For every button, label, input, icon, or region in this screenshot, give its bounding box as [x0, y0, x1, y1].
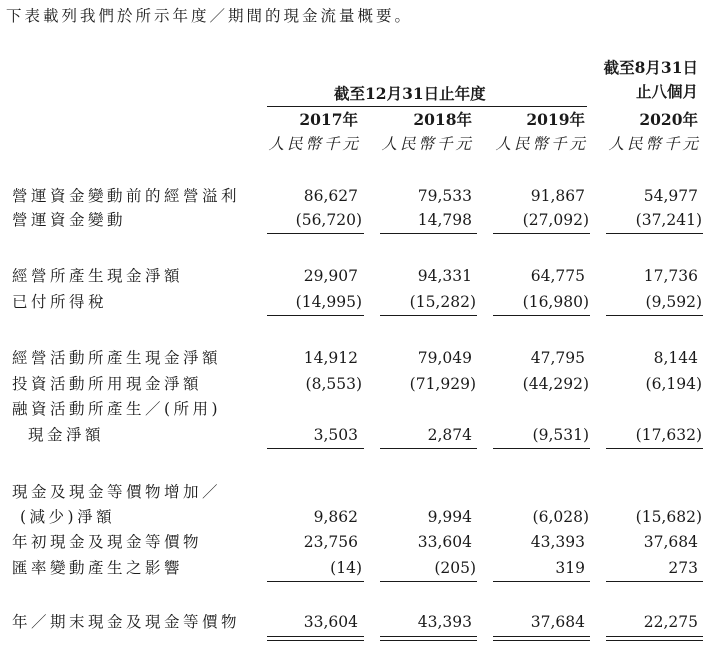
subtotal-rule [493, 315, 590, 316]
total-double-rule [267, 636, 364, 641]
row-label: 投資活動所用現金淨額 [12, 375, 203, 393]
cell-value: (17,632) [635, 426, 702, 444]
row-label: 經營所產生現金淨額 [12, 267, 184, 285]
subtotal-rule [267, 315, 364, 316]
cell-value: (14,995) [295, 293, 362, 311]
column-year-2020: 2020年 [639, 110, 698, 129]
subtotal-rule [380, 233, 477, 234]
cell-value: 79,533 [417, 187, 472, 205]
year-group-label: 截至12月31日止年度 [334, 84, 486, 103]
row-label: 現金淨額 [28, 426, 105, 444]
year-group-underline [267, 106, 587, 107]
cell-value: 319 [555, 559, 585, 577]
cell-value: 33,604 [417, 533, 472, 551]
intro-text: 下表載列我們於所示年度／期間的現金流量概要。 [6, 7, 414, 25]
total-value: 43,393 [417, 613, 472, 631]
total-double-rule [493, 636, 590, 641]
subtotal-rule [606, 233, 703, 234]
cell-value: 79,049 [417, 349, 472, 367]
row-label: 年初現金及現金等價物 [12, 533, 203, 551]
row-label: 已付所得稅 [12, 293, 108, 311]
cell-value: 9,994 [427, 508, 472, 526]
cell-value: 17,736 [643, 267, 698, 285]
cell-value: (27,092) [522, 211, 589, 229]
subtotal-rule [380, 448, 477, 449]
cell-value: (9,592) [645, 293, 702, 311]
column-unit-2020: 人民幣千元 [608, 135, 701, 153]
row-label: 經營活動所產生現金淨額 [12, 349, 222, 367]
subtotal-rule [493, 581, 590, 582]
row-label: 融資活動所產生／(所用) [12, 400, 222, 418]
column-year-2018: 2018年 [413, 110, 472, 129]
total-double-rule [606, 636, 703, 641]
cell-value: 273 [668, 559, 698, 577]
cell-value: 8,144 [653, 349, 698, 367]
total-double-rule [380, 636, 477, 641]
cell-value: (6,028) [532, 508, 589, 526]
cell-value: (56,720) [295, 211, 362, 229]
subtotal-rule [606, 581, 703, 582]
cell-value: 29,907 [303, 267, 358, 285]
cell-value: (15,682) [635, 508, 702, 526]
cell-value: 64,775 [530, 267, 585, 285]
row-label: 年／期末現金及現金等價物 [12, 613, 241, 631]
total-value: 33,604 [303, 613, 358, 631]
cell-value: (9,531) [532, 426, 589, 444]
cell-value: 94,331 [417, 267, 472, 285]
cell-value: 23,756 [303, 533, 358, 551]
subtotal-rule [380, 315, 477, 316]
total-value: 22,275 [643, 613, 698, 631]
cell-value: 86,627 [303, 187, 358, 205]
row-label: 營運資金變動 [12, 211, 127, 229]
column-unit-2019: 人民幣千元 [495, 135, 588, 153]
cell-value: 37,684 [643, 533, 698, 551]
cell-value: 3,503 [313, 426, 358, 444]
cell-value: 91,867 [530, 187, 585, 205]
cell-value: 2,874 [427, 426, 472, 444]
cell-value: (37,241) [635, 211, 702, 229]
cell-value: 47,795 [530, 349, 585, 367]
column-year-2017: 2017年 [299, 110, 358, 129]
subtotal-rule [267, 233, 364, 234]
cell-value: (44,292) [522, 375, 589, 393]
cell-value: (8,553) [305, 375, 362, 393]
subtotal-rule [267, 448, 364, 449]
subtotal-rule [380, 581, 477, 582]
cell-value: 54,977 [643, 187, 698, 205]
subtotal-rule [606, 315, 703, 316]
period-group-header-line2: 止八個月 [635, 82, 698, 101]
row-label: 營運資金變動前的經營溢利 [12, 187, 241, 205]
row-label: 匯率變動產生之影響 [12, 559, 184, 577]
cell-value: 9,862 [313, 508, 358, 526]
subtotal-rule [267, 581, 364, 582]
row-label: (減少)淨額 [20, 508, 116, 526]
cell-value: 14,912 [303, 349, 358, 367]
cell-value: (15,282) [409, 293, 476, 311]
cell-value: (205) [434, 559, 476, 577]
cell-value: 14,798 [417, 211, 472, 229]
cell-value: (14) [330, 559, 362, 577]
cell-value: (71,929) [409, 375, 476, 393]
cell-value: (16,980) [522, 293, 589, 311]
cell-value: (6,194) [645, 375, 702, 393]
column-year-2019: 2019年 [526, 110, 585, 129]
total-value: 37,684 [530, 613, 585, 631]
column-unit-2017: 人民幣千元 [268, 135, 361, 153]
period-group-header-line1: 截至8月31日 [603, 58, 698, 77]
subtotal-rule [606, 448, 703, 449]
subtotal-rule [493, 233, 590, 234]
subtotal-rule [493, 448, 590, 449]
column-unit-2018: 人民幣千元 [381, 135, 474, 153]
cell-value: 43,393 [530, 533, 585, 551]
row-label: 現金及現金等價物增加／ [12, 483, 222, 501]
